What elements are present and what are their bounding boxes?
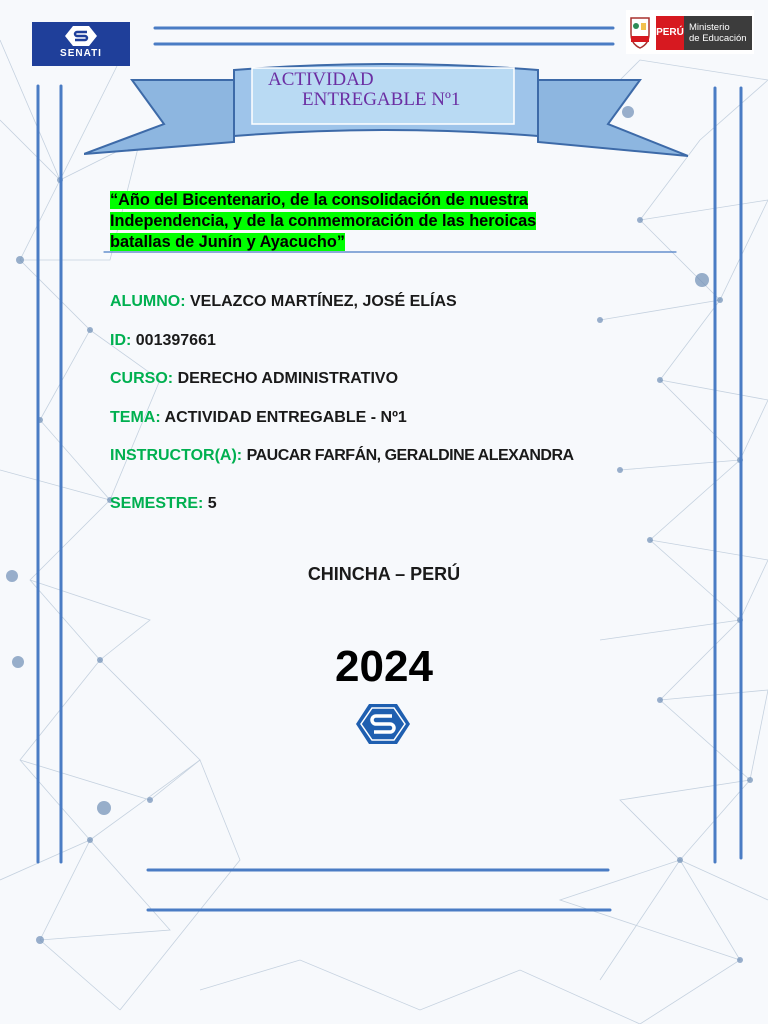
- senati-logo-text: SENATI: [60, 48, 102, 59]
- field-instructor: [110, 447, 574, 465]
- field-tema-value: ACTIVIDAD ENTREGABLE - Nº1: [164, 409, 407, 426]
- field-semestre-value: 5: [207, 495, 217, 512]
- minedu-name: [684, 16, 752, 50]
- field-semestre-label: SEMESTRE:: [110, 495, 204, 512]
- year-slogan: [110, 190, 610, 253]
- banner-title-line1: ACTIVIDAD: [268, 69, 374, 90]
- field-instructor-value: PAUCAR FARFÁN, GERALDINE ALEXANDRA: [246, 447, 574, 464]
- field-semestre: [110, 495, 217, 513]
- year-label: 2024: [335, 642, 433, 691]
- field-curso-value: DERECHO ADMINISTRATIVO: [177, 370, 399, 387]
- field-id-label: ID:: [110, 332, 132, 349]
- banner-title-line2: ENTREGABLE Nº1: [302, 89, 461, 110]
- peru-coat-of-arms-icon: [628, 14, 652, 50]
- senati-symbol-icon: [65, 26, 97, 46]
- field-alumno-label: ALUMNO:: [110, 293, 186, 310]
- field-tema-label: TEMA:: [110, 409, 161, 426]
- place-label: CHINCHA – PERÚ: [307, 564, 461, 584]
- field-id-value: 001397661: [135, 332, 216, 349]
- field-curso: [110, 370, 398, 388]
- senati-emblem-icon: [356, 704, 410, 744]
- field-tema: [110, 409, 407, 427]
- field-id: [110, 332, 216, 350]
- minedu-name-line1: Ministerio: [689, 22, 730, 33]
- field-alumno: [110, 293, 457, 311]
- field-curso-label: CURSO:: [110, 370, 174, 387]
- minedu-logo: [626, 10, 754, 54]
- field-alumno-value: VELAZCO MARTÍNEZ, JOSÉ ELÍAS: [190, 293, 457, 310]
- banner-title: [252, 68, 514, 124]
- slogan-line3: batallas de Junín y Ayacucho”: [110, 233, 345, 251]
- field-instructor-label: INSTRUCTOR(A):: [110, 447, 243, 464]
- minedu-peru-label: PERÚ: [656, 16, 684, 50]
- slogan-line2: Independencia, y de la conmemoración de las heroicas: [110, 212, 537, 230]
- slogan-line1: “Año del Bicentenario, de la consolidación de nuestra: [110, 191, 528, 209]
- minedu-name-line2: de Educación: [689, 33, 747, 44]
